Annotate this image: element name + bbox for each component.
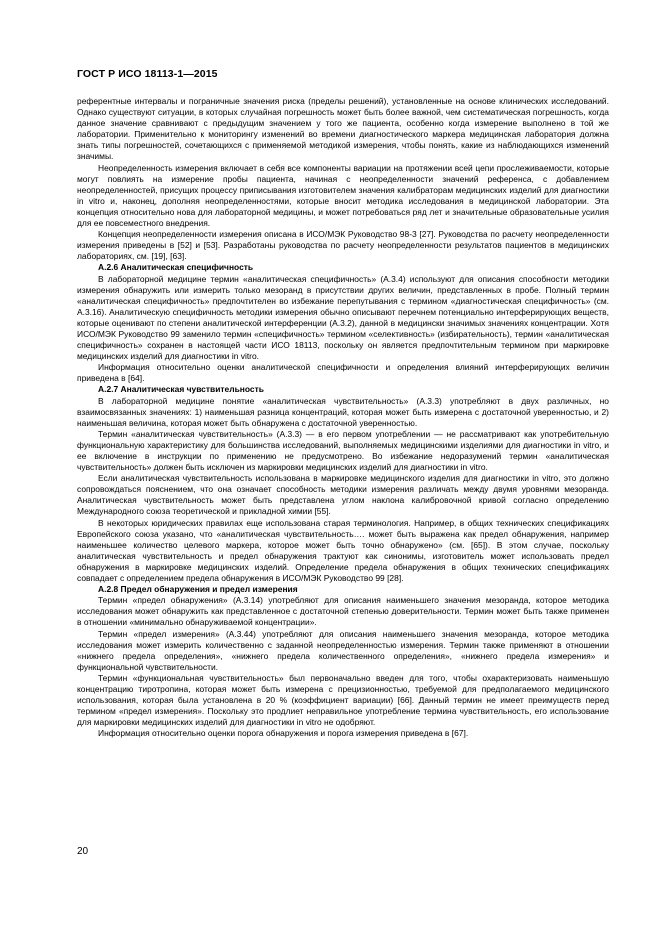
paragraph: В некоторых юридических правилах еще использована старая терминология. Например, в общих технических спецификациях Европейского союза указано, что «аналитическая чувствительность…. может быть выражена как предел обнаружения, например наименьшее количество целевого маркера, которое может быть точно обнаружено» (см. [65]). В этом случае, поскольку аналитическая чувствительность и предел обнаружения трактуют как синонимы, изготовитель может использовать предел обнаружения в маркировке медицинских изделий. Определение предела обнаружения в общих технических спецификациях совпадает с определением предела обнаружения в ИСО/МЭК Руководство 99 [28]. xyxy=(77,517,609,584)
paragraph: Термин «предел измерения» (А.3.44) употребляют для описания наименьшего значения мезоранда, которое методика исследования может измерить количественно с заданной неопределенностью измерения. Термин также применяют в отношении «нижнего предела определения», «нижнего предела количественного определения», «нижнего предела измерения» и функциональной чувствительности. xyxy=(77,628,609,672)
paragraph: Концепция неопределенности измерения описана в ИСО/МЭК Руководство 98-3 [27]. Руководства по расчету неопределенности измерения приведены в [52] и [53]. Разработаны руководства по расчету неопределенности результатов пациентов в медицинских лабораториях, см. [19], [63]. xyxy=(77,229,609,262)
section-heading: А.2.6 Аналитическая специфичность xyxy=(98,262,254,273)
paragraph: Термин «предел обнаружения» (А.3.14) употребляют для описания наименьшего значения мезоранда, которое методика исследования может обнаружить как представленное с достаточной степенью доверительности. Термин может быть также применен в отношении «минимально обнаруживаемой концентрации». xyxy=(77,595,609,628)
paragraph: В лабораторной медицине термин «аналитическая специфичность» (А.3.4) используют для описания способности методики измерения обнаружить или измерить только мезоранд в присутствии других величин, представленных в пробе. Полный термин «аналитическая специфичность» предпочтителен во избежание перепутывания с термином «диагностическая специфичность» (см. А.3.16). Аналитическую специфичность методики измерения обычно описывают перечнем потенциально интерферирующих веществ, которые оценивают по степени аналитической интерференции (А.3.2), данной в медицински значимых значениях концентрации. Хотя ИСО/МЭК Руководство 99 заменило термин «специфичность» термином «селективность» (избирательность), термин «аналитическая специфичность» сохранен в настоящей части ИСО 18113, поскольку он является предпочтительным термином при маркировке медицинских изделий для диагностики in vitro. xyxy=(77,273,609,362)
paragraph: Информация относительно оценки аналитической специфичности и определения влияний интерферирующих величин приведена в [64]. xyxy=(77,362,609,384)
paragraph: Информация относительно оценки порога обнаружения и порога измерения приведена в [67]. xyxy=(98,728,469,739)
paragraph: В лабораторной медицине понятие «аналитическая чувствительность» (А.3.3) употребляют в двух различных, но взаимосвязанных значениях: 1) наименьшая разница концентраций, которая может быть измерена с достаточной уверенностью, и 2) наименьшая величина, которая может быть обнаружена с достаточной уверенностью. xyxy=(77,395,609,428)
document-body xyxy=(77,96,609,739)
paragraph: референтные интервалы и пограничные значения риска (пределы решений), установленные на основе клинических исследований. Однако существуют ситуации, в которых случайная погрешность может быть более важной, чем систематическая погрешность, когда данное значение сравнивают с предыдущим значением у того же пациента, особенно когда измерение выполнено в той же лаборатории. Применительно к мониторингу изменений во времени диагностического маркера медицинская лаборатория должна знать типы погрешностей, сочетающихся с применяемой методикой измерения, чтобы понять, какие из наблюдающихся изменений значимы. xyxy=(77,96,609,162)
page-number: 20 xyxy=(77,846,89,857)
paragraph: Неопределенность измерения включает в себя все компоненты вариации на протяжении всей цепи прослеживаемости, которые могут повлиять на измерение пробы пациента, начиная с неопределенности значений референса, с добавлением неопределенностей, присущих процессу приписывания изготовителем значения калибраторам медицинских изделий для диагностики in vitro и, наконец, дополняя неопределенностями, которые вносит методика исследования в медицинской лаборатории. Эта концепция относительно нова для лабораторной медицины, и может потребоваться ряд лет и значительные образовательные усилия для ее повсеместного внедрения. xyxy=(77,162,609,229)
paragraph: Если аналитическая чувствительность использована в маркировке медицинского изделия для диагностики in vitro, это должно сопровождаться пояснением, что она означает способность методики измерения различать между двумя уровнями мезоранда. Аналитическая чувствительность может быть представлена углом наклона калибровочной кривой согласно определению Международного союза теоретической и прикладной химии [55]. xyxy=(77,473,609,517)
section-heading: А.2.7 Аналитическая чувствительность xyxy=(98,384,264,395)
section-heading: А.2.8 Предел обнаружения и предел измерения xyxy=(98,584,298,595)
paragraph: Термин «аналитическая чувствительность» (А.3.3) — в его первом употреблении — не рассматривают как употребительную функциональную характеристику для большинства исследований, выполняемых медицинскими изделиями для диагностики in vitro, и ее включение в инструкции по применению не предусмотрено. Во избежание недоразумений термин «аналитическая чувствительность» должен быть исключен из маркировки медицинских изделий для диагностики in vitro. xyxy=(77,428,609,473)
paragraph: Термин «функциональная чувствительность» был первоначально введен для того, чтобы охарактеризовать наименьшую концентрацию тиротропина, которая может быть измерена с прецизионностью, требуемой для предполагаемого медицинского использования, которая была установлена в 20 % (коэффициент вариации) [66]. Данный термин не имеет преимуществ перед термином «предел измерения». Поскольку это продлиет неправильное употребление термина чувствительность, его использование для маркировки медицинских изделий для диагностики in vitro не одобряют. xyxy=(77,672,609,728)
document-header: ГОСТ Р ИСО 18113-1—2015 xyxy=(77,68,218,80)
